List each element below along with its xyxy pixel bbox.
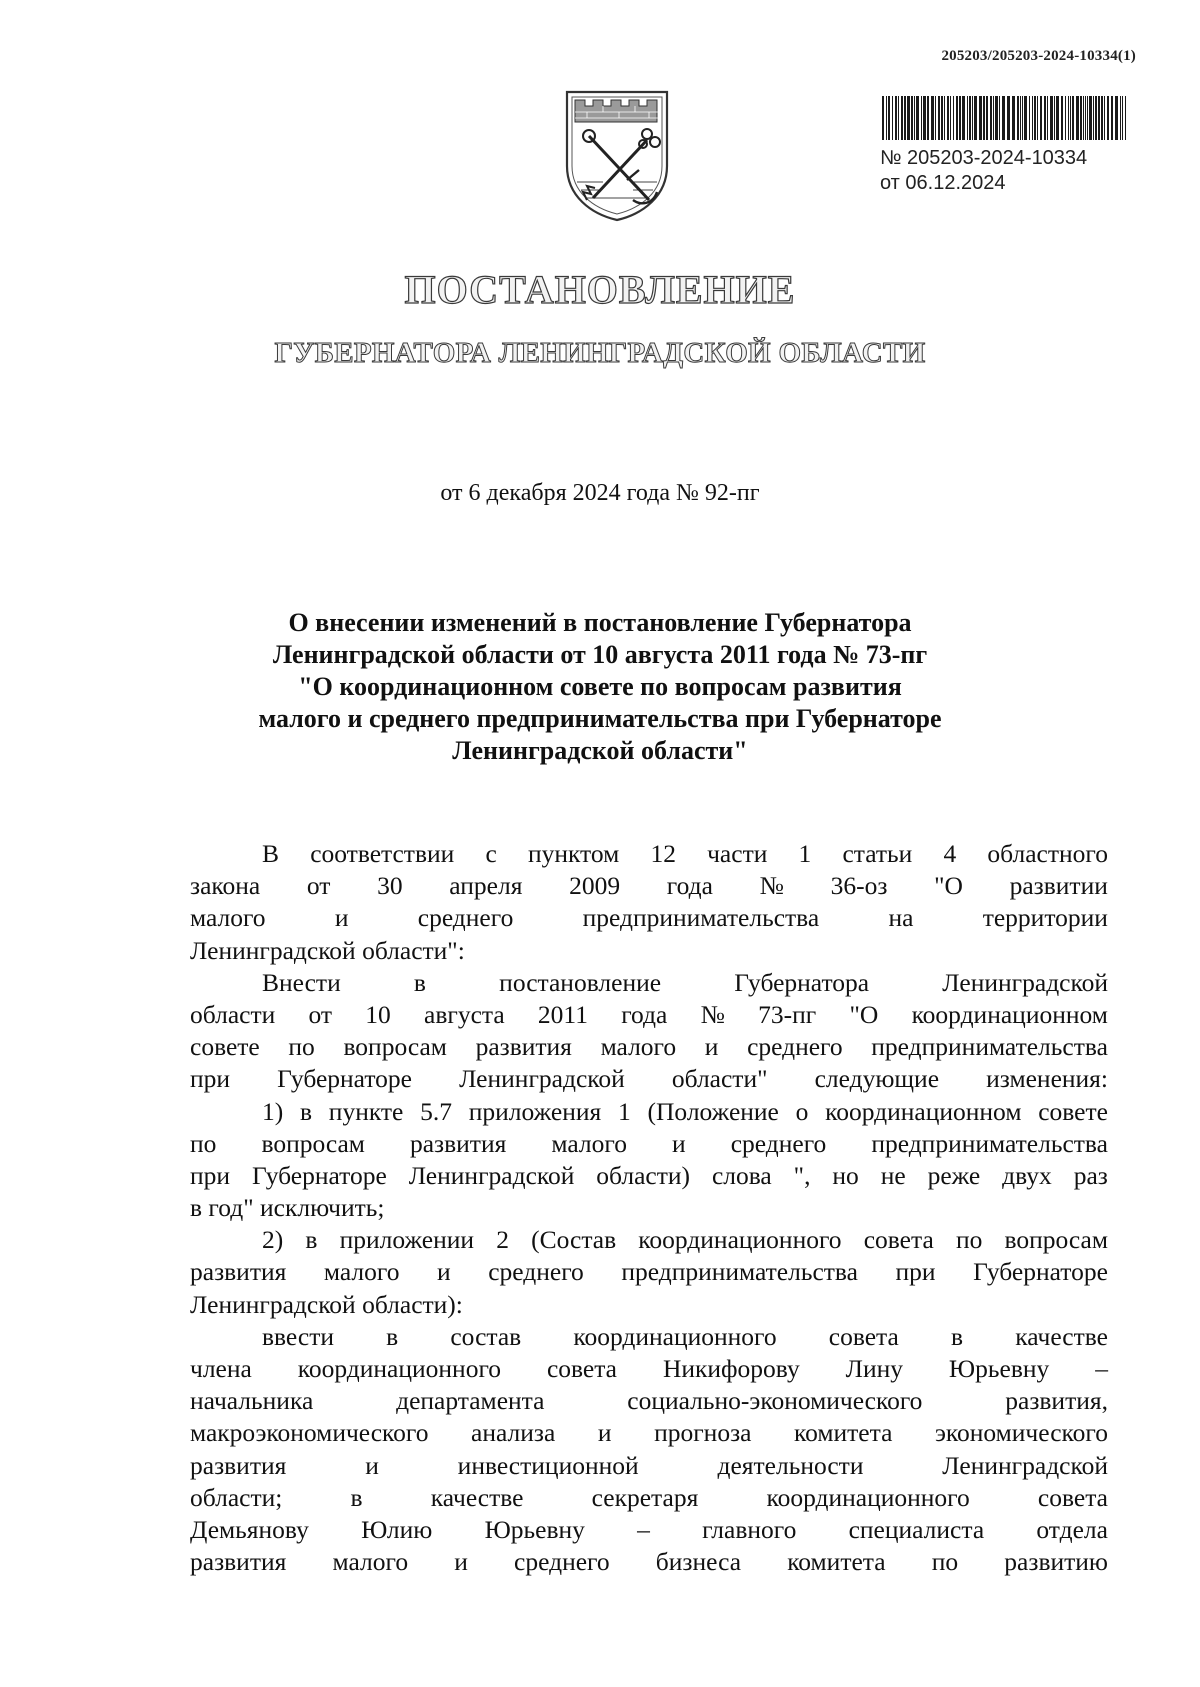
decree-body: [190, 838, 1108, 1578]
body-line: области; в качестве секретаря координационного совета: [190, 1482, 1108, 1512]
body-line: начальника департамента социально-экономического развития,: [190, 1386, 1108, 1416]
registration-date: от 06.12.2024: [880, 172, 1006, 194]
body-line: в год" исключить;: [190, 1193, 385, 1223]
subject-line: малого и среднего предпринимательства при Губернаторе: [258, 704, 942, 733]
body-line: развития малого и среднего предпринимательства при Губернаторе: [190, 1257, 1108, 1287]
body-line: Ленинградской области):: [190, 1289, 463, 1319]
body-line: члена координационного совета Никифорову Лину Юрьевну –: [190, 1354, 1108, 1383]
decree-date-line: от 6 декабря 2024 года № 92-пг: [440, 480, 760, 506]
document-title: ПОСТАНОВЛЕНИЕ: [404, 267, 796, 312]
body-line: по вопросам развития малого и среднего предпринимательства: [190, 1128, 1108, 1158]
body-line: Внести в постановление Губернатора Ленинградской: [262, 967, 1108, 997]
body-line: В соответствии с пунктом 12 части 1 статьи 4 областного: [262, 839, 1108, 868]
barcode-icon: [880, 96, 1130, 140]
body-line: 2) в приложении 2 (Состав координационного совета по вопросам: [262, 1225, 1108, 1255]
body-line: области от 10 августа 2011 года № 73-пг "О координационном: [190, 999, 1108, 1029]
body-line: ввести в состав координационного совета в качестве: [262, 1321, 1108, 1351]
subject-line: Ленинградской области": [452, 736, 748, 765]
subject-line: "О координационном совете по вопросам развития: [298, 672, 902, 701]
document-reference-number: 205203/205203-2024-10334(1): [941, 48, 1136, 64]
subject-line: Ленинградской области от 10 августа 2011 года № 73-пг: [272, 640, 928, 669]
body-line: совете по вопросам развития малого и среднего предпринимательства: [190, 1032, 1108, 1062]
body-line: малого и среднего предпринимательства на территории: [190, 903, 1108, 933]
registration-number: № 205203-2024-10334: [880, 147, 1088, 169]
body-line: при Губернаторе Ленинградской области) слова ", но не реже двух раз: [190, 1160, 1108, 1190]
body-line: Ленинградской области":: [190, 935, 465, 965]
coat-of-arms-icon: [563, 88, 671, 224]
body-line: макроэкономического анализа и прогноза комитета экономического: [190, 1418, 1108, 1448]
body-line: Демьянову Юлию Юрьевну – главного специалиста отдела: [190, 1514, 1108, 1544]
body-line: развития и инвестиционной деятельности Ленинградской: [190, 1450, 1108, 1480]
subject-line: О внесении изменений в постановление Губернатора: [288, 608, 912, 637]
registration-block: [880, 146, 1087, 196]
body-line: при Губернаторе Ленинградской области" следующие изменения:: [190, 1064, 1108, 1094]
decree-subject: [230, 607, 970, 767]
document-subtitle: ГУБЕРНАТОРА ЛЕНИНГРАДСКОЙ ОБЛАСТИ: [274, 337, 926, 369]
body-line: развития малого и среднего бизнеса комитета по развитию: [190, 1547, 1108, 1577]
body-line: закона от 30 апреля 2009 года № 36-оз "О развитии: [190, 871, 1108, 901]
body-line: 1) в пункте 5.7 приложения 1 (Положение о координационном совете: [262, 1096, 1108, 1126]
